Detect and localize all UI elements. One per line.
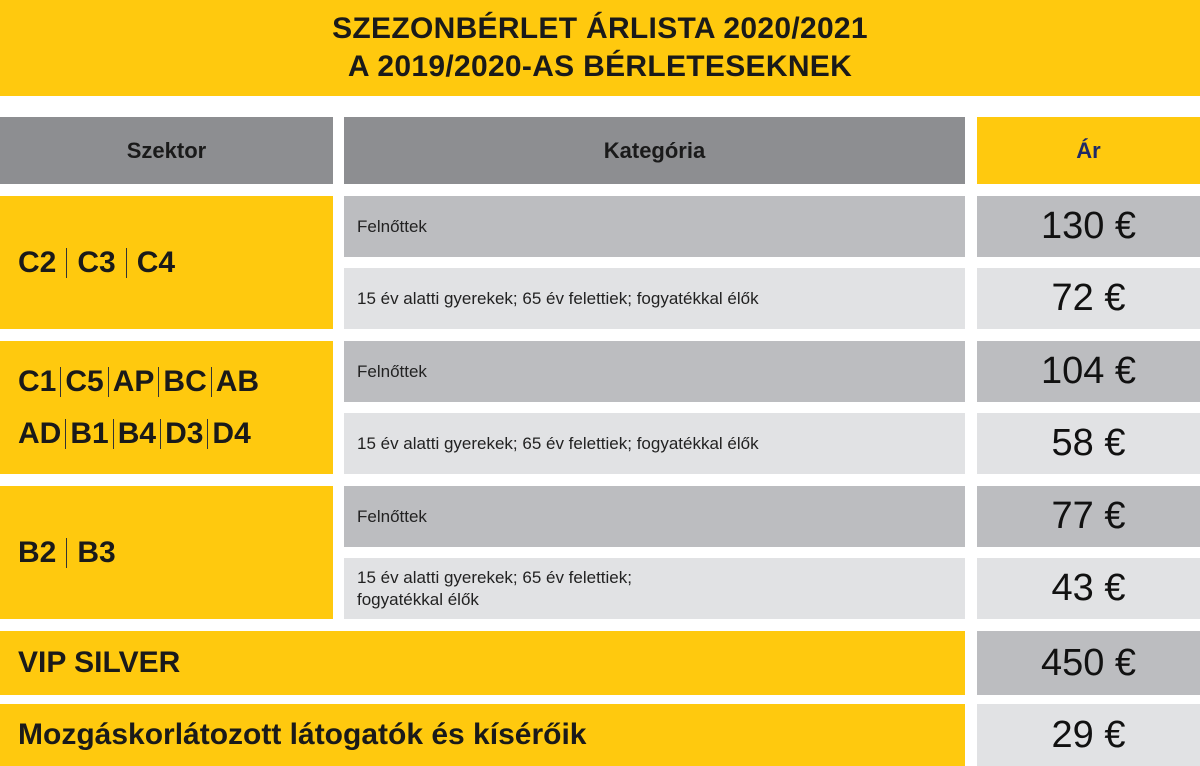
separator <box>66 538 67 568</box>
sector-code: C5 <box>65 364 104 398</box>
sector-code: C2 <box>18 245 57 279</box>
price-cell: 77 € <box>977 486 1200 547</box>
separator <box>158 367 159 397</box>
reduced-mobility-label: Mozgáskorlátozott látogatók és kísérőik <box>0 704 965 766</box>
category-cell: 15 év alatti gyerekek; 65 év felettiek; fogyatékkal élők <box>344 268 965 329</box>
sector-group-3 <box>0 486 333 619</box>
sector-line <box>18 417 251 451</box>
sector-code: C4 <box>136 245 176 279</box>
vip-silver-price: 450 € <box>977 631 1200 695</box>
category-text-line-1: 15 év alatti gyerekek; 65 év felettiek; <box>357 567 632 587</box>
separator <box>66 248 67 278</box>
title-line-2: A 2019/2020-AS BÉRLETESEKNEK <box>347 50 853 83</box>
sector-code: D4 <box>212 416 251 450</box>
category-cell <box>344 558 965 619</box>
sector-code: C3 <box>77 245 116 279</box>
sector-code: B3 <box>77 535 116 569</box>
sector-line <box>18 536 116 570</box>
sector-code: AD <box>18 416 62 450</box>
sector-code: AB <box>215 364 260 398</box>
sector-code: B1 <box>70 416 109 450</box>
category-cell: Felnőttek <box>344 486 965 547</box>
separator <box>211 367 212 397</box>
separator <box>113 419 114 449</box>
category-cell: 15 év alatti gyerekek; 65 év felettiek; fogyatékkal élők <box>344 413 965 474</box>
price-list-title <box>0 0 1200 96</box>
category-cell: Felnőttek <box>344 196 965 257</box>
price-cell: 72 € <box>977 268 1200 329</box>
category-cell: Felnőttek <box>344 341 965 402</box>
price-cell: 130 € <box>977 196 1200 257</box>
separator <box>65 419 66 449</box>
price-cell: 58 € <box>977 413 1200 474</box>
separator <box>160 419 161 449</box>
separator <box>60 367 61 397</box>
separator <box>207 419 208 449</box>
sector-group-2 <box>0 341 333 474</box>
sector-line <box>18 246 175 280</box>
sector-code: BC <box>163 364 207 398</box>
sector-code: B4 <box>117 416 157 450</box>
price-cell: 104 € <box>977 341 1200 402</box>
reduced-mobility-price: 29 € <box>977 704 1200 766</box>
category-text-line-2: fogyatékkal élők <box>357 589 479 609</box>
vip-silver-label: VIP SILVER <box>0 631 965 695</box>
sector-code: AP <box>112 364 155 398</box>
sector-group-1 <box>0 196 333 329</box>
sector-code: B2 <box>18 535 57 569</box>
header-category: Kategória <box>344 117 965 184</box>
sector-code: C1 <box>18 364 57 398</box>
separator <box>126 248 127 278</box>
sector-code: D3 <box>165 416 204 450</box>
sector-line <box>18 365 259 399</box>
header-price: Ár <box>977 117 1200 184</box>
title-line-1: SZEZONBÉRLET ÁRLISTA 2020/2021 <box>332 12 868 45</box>
price-cell: 43 € <box>977 558 1200 619</box>
header-sector: Szektor <box>0 117 333 184</box>
separator <box>108 367 109 397</box>
